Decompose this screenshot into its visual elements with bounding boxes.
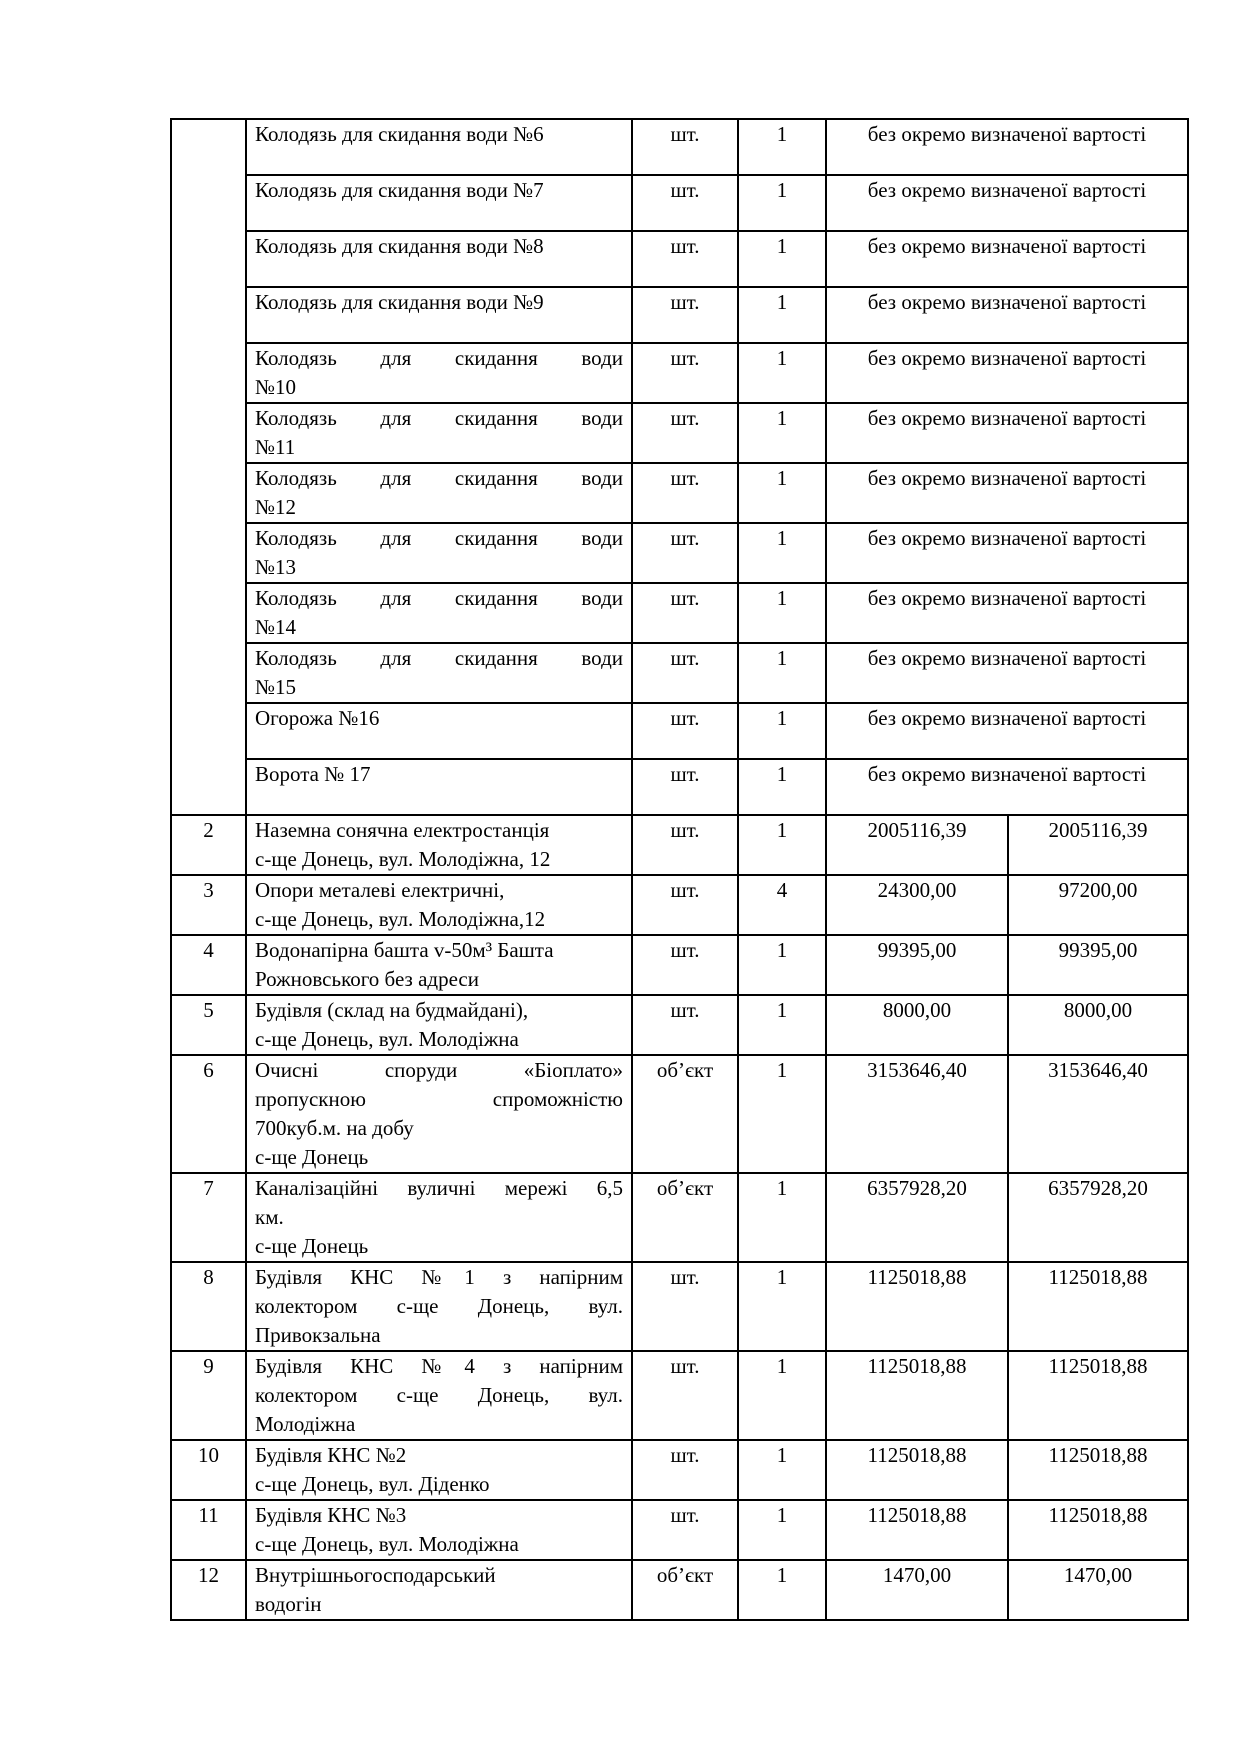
- item-name-line: Колодязь для скидання води №6: [255, 122, 544, 146]
- total-value-cell: 8000,00: [1008, 995, 1188, 1055]
- quantity-cell: 1: [738, 703, 826, 759]
- row-number-cell: 11: [171, 1500, 246, 1560]
- unit-price-cell: 8000,00: [826, 995, 1008, 1055]
- item-name-line: Колодязь для скидання води: [255, 466, 623, 490]
- row-number-cell: 4: [171, 935, 246, 995]
- unit-price-cell: 2005116,39: [826, 815, 1008, 875]
- item-name-line: с-ще Донець: [255, 1234, 369, 1258]
- quantity-cell: 1: [738, 1351, 826, 1440]
- unit-cell: шт.: [632, 703, 738, 759]
- item-name-cell: [246, 403, 632, 463]
- item-name-line: №12: [255, 495, 297, 519]
- item-name-cell: [246, 815, 632, 875]
- row-number-cell: 12: [171, 1560, 246, 1620]
- item-name-line: с-ще Донець, вул. Молодіжна: [255, 1532, 519, 1556]
- unit-cell: шт.: [632, 995, 738, 1055]
- item-name-line: Будівля КНС №3: [255, 1503, 407, 1527]
- item-name-line: с-ще Донець, вул. Молодіжна: [255, 1027, 519, 1051]
- total-value-cell: 1125018,88: [1008, 1262, 1188, 1351]
- value-cell-merged: без окремо визначеної вартості: [826, 175, 1188, 231]
- item-name-cell: [246, 1440, 632, 1500]
- unit-price-cell: 1125018,88: [826, 1351, 1008, 1440]
- item-name-line: №10: [255, 375, 297, 399]
- item-name-cell: [246, 583, 632, 643]
- item-name-cell: [246, 703, 632, 759]
- quantity-cell: 1: [738, 1500, 826, 1560]
- unit-cell: шт.: [632, 583, 738, 643]
- table-row: [171, 523, 1188, 583]
- item-name-cell: [246, 231, 632, 287]
- quantity-cell: 1: [738, 403, 826, 463]
- quantity-cell: 1: [738, 815, 826, 875]
- total-value-cell: 1470,00: [1008, 1560, 1188, 1620]
- value-cell-merged: без окремо визначеної вартості: [826, 759, 1188, 815]
- unit-price-cell: 1470,00: [826, 1560, 1008, 1620]
- quantity-cell: 1: [738, 343, 826, 403]
- item-name-line: Молодіжна: [255, 1412, 356, 1436]
- row-number-cell-merged: [171, 119, 246, 815]
- item-name-line: №14: [255, 615, 297, 639]
- row-number-cell: 2: [171, 815, 246, 875]
- unit-cell: шт.: [632, 343, 738, 403]
- table-row: [171, 1500, 1188, 1560]
- property-table: [170, 118, 1189, 1621]
- table-row: [171, 1560, 1188, 1620]
- item-name-line: Наземна сонячна електростанція: [255, 818, 550, 842]
- item-name-cell: [246, 1262, 632, 1351]
- unit-cell: шт.: [632, 231, 738, 287]
- quantity-cell: 1: [738, 995, 826, 1055]
- item-name-cell: [246, 343, 632, 403]
- total-value-cell: 1125018,88: [1008, 1500, 1188, 1560]
- item-name-line: колектором с-ще Донець, вул.: [255, 1294, 623, 1318]
- item-name-line: Внутрішньогосподарський: [255, 1563, 496, 1587]
- row-number-cell: 8: [171, 1262, 246, 1351]
- value-cell-merged: без окремо визначеної вартості: [826, 231, 1188, 287]
- item-name-line: Колодязь для скидання води: [255, 586, 623, 610]
- quantity-cell: 4: [738, 875, 826, 935]
- table-row: [171, 995, 1188, 1055]
- table-row: [171, 287, 1188, 343]
- item-name-line: с-ще Донець, вул. Молодіжна,12: [255, 907, 546, 931]
- table-row: [171, 875, 1188, 935]
- table-row: [171, 343, 1188, 403]
- item-name-cell: [246, 935, 632, 995]
- unit-cell: шт.: [632, 523, 738, 583]
- unit-cell: шт.: [632, 1351, 738, 1440]
- value-cell-merged: без окремо визначеної вартості: [826, 119, 1188, 175]
- unit-cell: шт.: [632, 643, 738, 703]
- row-number-cell: 7: [171, 1173, 246, 1262]
- unit-cell: шт.: [632, 463, 738, 523]
- item-name-cell: [246, 287, 632, 343]
- table-row: [171, 1173, 1188, 1262]
- row-number-cell: 3: [171, 875, 246, 935]
- quantity-cell: 1: [738, 1440, 826, 1500]
- quantity-cell: 1: [738, 643, 826, 703]
- unit-price-cell: 99395,00: [826, 935, 1008, 995]
- item-name-cell: [246, 875, 632, 935]
- item-name-line: Колодязь для скидання води №8: [255, 234, 544, 258]
- item-name-cell: [246, 995, 632, 1055]
- unit-cell: шт.: [632, 1262, 738, 1351]
- total-value-cell: 1125018,88: [1008, 1440, 1188, 1500]
- total-value-cell: 6357928,20: [1008, 1173, 1188, 1262]
- quantity-cell: 1: [738, 1055, 826, 1173]
- item-name-line: Очисні споруди «Біоплато»: [255, 1058, 623, 1082]
- item-name-line: №13: [255, 555, 297, 579]
- unit-price-cell: 6357928,20: [826, 1173, 1008, 1262]
- item-name-cell: [246, 175, 632, 231]
- item-name-line: водогін: [255, 1592, 322, 1616]
- quantity-cell: 1: [738, 175, 826, 231]
- table-row: [171, 463, 1188, 523]
- quantity-cell: 1: [738, 1560, 826, 1620]
- unit-cell: об’єкт: [632, 1560, 738, 1620]
- quantity-cell: 1: [738, 463, 826, 523]
- table-row: [171, 1351, 1188, 1440]
- item-name-line: км.: [255, 1205, 284, 1229]
- item-name-line: Будівля КНС №1 з напірним: [255, 1265, 623, 1289]
- table-row: [171, 1440, 1188, 1500]
- item-name-line: №15: [255, 675, 297, 699]
- table-row: [171, 231, 1188, 287]
- unit-price-cell: 1125018,88: [826, 1500, 1008, 1560]
- value-cell-merged: без окремо визначеної вартості: [826, 343, 1188, 403]
- quantity-cell: 1: [738, 759, 826, 815]
- value-cell-merged: без окремо визначеної вартості: [826, 523, 1188, 583]
- table-row: [171, 583, 1188, 643]
- item-name-line: с-ще Донець: [255, 1145, 369, 1169]
- total-value-cell: 99395,00: [1008, 935, 1188, 995]
- item-name-line: Привокзальна: [255, 1323, 381, 1347]
- unit-cell: шт.: [632, 759, 738, 815]
- item-name-cell: [246, 1055, 632, 1173]
- item-name-line: Опори металеві електричні,: [255, 878, 505, 902]
- unit-cell: шт.: [632, 815, 738, 875]
- item-name-line: Колодязь для скидання води №7: [255, 178, 544, 202]
- row-number-cell: 10: [171, 1440, 246, 1500]
- item-name-line: пропускною спроможністю: [255, 1087, 623, 1111]
- item-name-line: Каналізаційні вуличні мережі 6,5: [255, 1176, 623, 1200]
- total-value-cell: 1125018,88: [1008, 1351, 1188, 1440]
- item-name-line: Водонапірна башта v-50м³ Башта: [255, 938, 554, 962]
- value-cell-merged: без окремо визначеної вартості: [826, 287, 1188, 343]
- unit-cell: шт.: [632, 119, 738, 175]
- unit-price-cell: 3153646,40: [826, 1055, 1008, 1173]
- item-name-cell: [246, 643, 632, 703]
- quantity-cell: 1: [738, 119, 826, 175]
- table-row: [171, 935, 1188, 995]
- item-name-line: Колодязь для скидання води: [255, 646, 623, 670]
- quantity-cell: 1: [738, 231, 826, 287]
- value-cell-merged: без окремо визначеної вартості: [826, 463, 1188, 523]
- unit-cell: шт.: [632, 1500, 738, 1560]
- quantity-cell: 1: [738, 583, 826, 643]
- unit-cell: шт.: [632, 875, 738, 935]
- item-name-line: Колодязь для скидання води: [255, 526, 623, 550]
- value-cell-merged: без окремо визначеної вартості: [826, 403, 1188, 463]
- unit-cell: об’єкт: [632, 1055, 738, 1173]
- table-row: [171, 1262, 1188, 1351]
- item-name-line: Будівля (склад на будмайдані),: [255, 998, 529, 1022]
- item-name-line: с-ще Донець, вул. Молодіжна, 12: [255, 847, 551, 871]
- item-name-line: №11: [255, 435, 296, 459]
- quantity-cell: 1: [738, 1173, 826, 1262]
- row-number-cell: 6: [171, 1055, 246, 1173]
- item-name-cell: [246, 119, 632, 175]
- table-row: [171, 815, 1188, 875]
- unit-price-cell: 1125018,88: [826, 1262, 1008, 1351]
- quantity-cell: 1: [738, 287, 826, 343]
- item-name-line: Рожновського без адреси: [255, 967, 479, 991]
- quantity-cell: 1: [738, 1262, 826, 1351]
- item-name-line: Колодязь для скидання води: [255, 346, 623, 370]
- table-row: [171, 643, 1188, 703]
- item-name-line: колектором с-ще Донець, вул.: [255, 1383, 623, 1407]
- unit-cell: шт.: [632, 1440, 738, 1500]
- item-name-line: Огорожа №16: [255, 706, 380, 730]
- unit-cell: шт.: [632, 175, 738, 231]
- value-cell-merged: без окремо визначеної вартості: [826, 643, 1188, 703]
- value-cell-merged: без окремо визначеної вартості: [826, 583, 1188, 643]
- item-name-cell: [246, 1500, 632, 1560]
- table-row: [171, 119, 1188, 175]
- item-name-line: с-ще Донець, вул. Діденко: [255, 1472, 490, 1496]
- item-name-cell: [246, 1351, 632, 1440]
- value-cell-merged: без окремо визначеної вартості: [826, 703, 1188, 759]
- unit-price-cell: 1125018,88: [826, 1440, 1008, 1500]
- item-name-line: Будівля КНС №2: [255, 1443, 407, 1467]
- row-number-cell: 9: [171, 1351, 246, 1440]
- quantity-cell: 1: [738, 523, 826, 583]
- item-name-line: Колодязь для скидання води: [255, 406, 623, 430]
- total-value-cell: 3153646,40: [1008, 1055, 1188, 1173]
- table-row: [171, 403, 1188, 463]
- unit-cell: об’єкт: [632, 1173, 738, 1262]
- unit-cell: шт.: [632, 403, 738, 463]
- unit-price-cell: 24300,00: [826, 875, 1008, 935]
- item-name-cell: [246, 463, 632, 523]
- item-name-cell: [246, 1560, 632, 1620]
- item-name-line: Будівля КНС №4 з напірним: [255, 1354, 623, 1378]
- total-value-cell: 97200,00: [1008, 875, 1188, 935]
- table-row: [171, 703, 1188, 759]
- item-name-line: Ворота № 17: [255, 762, 371, 786]
- row-number-cell: 5: [171, 995, 246, 1055]
- total-value-cell: 2005116,39: [1008, 815, 1188, 875]
- item-name-cell: [246, 1173, 632, 1262]
- quantity-cell: 1: [738, 935, 826, 995]
- unit-cell: шт.: [632, 935, 738, 995]
- table-row: [171, 175, 1188, 231]
- table-row: [171, 759, 1188, 815]
- item-name-cell: [246, 759, 632, 815]
- item-name-line: 700куб.м. на добу: [255, 1116, 414, 1140]
- unit-cell: шт.: [632, 287, 738, 343]
- table-row: [171, 1055, 1188, 1173]
- item-name-line: Колодязь для скидання води №9: [255, 290, 544, 314]
- item-name-cell: [246, 523, 632, 583]
